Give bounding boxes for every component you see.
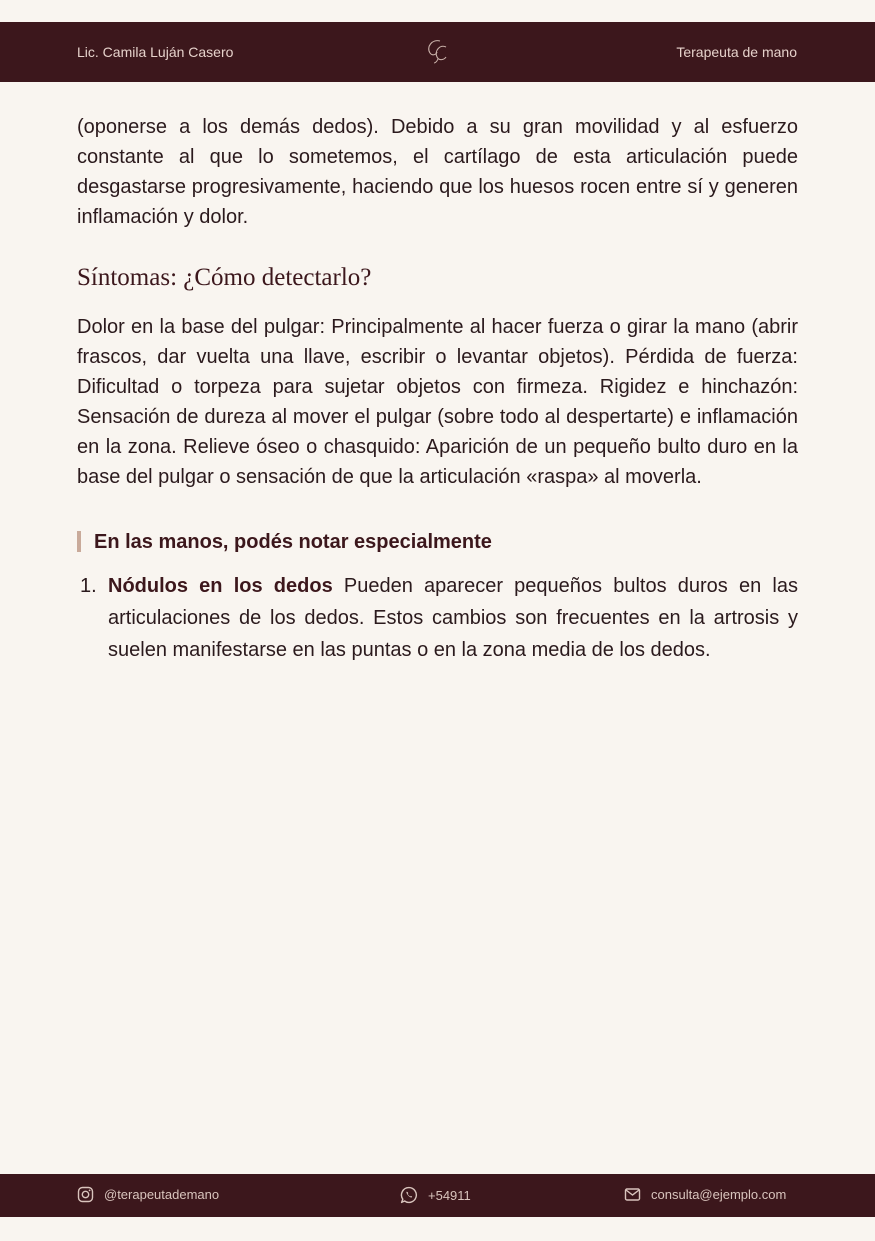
whatsapp-number: +54911 — [428, 1187, 471, 1203]
instagram-icon — [77, 1186, 94, 1203]
list-item-text: Pueden aparecer pequeños bultos duros en las articulaciones de los dedos. Estos cambios son frecuentes en la artrosis y suelen manifestarse en las puntas o en la zona media de los dedos. — [108, 575, 799, 661]
symptoms-paragraph: Dolor en la base del pulgar: Principalmente al hacer fuerza o girar la mano (abrir frascos, dar vuelta una llave, escribir o levantar objetos). Pérdida de fuerza: Dificultad o torpeza para sujetar objetos con firmeza. Rigidez e hinchazón: Sensación de dureza al mover el pulgar (sobre todo al despertarte) e inflamación en la zona. Relieve óseo o chasquido: Aparición de un pequeño bulto duro en la base del pulgar o sensación de que la articulación «raspa» al moverla. — [77, 316, 798, 488]
page-content — [77, 112, 798, 666]
page-header — [0, 22, 875, 82]
footer-whatsapp[interactable] — [400, 1186, 471, 1204]
page-footer — [0, 1174, 875, 1217]
instagram-handle: @terapeutademano — [104, 1187, 220, 1202]
footer-instagram[interactable] — [77, 1186, 219, 1203]
email-address: consulta@ejemplo.com — [651, 1187, 787, 1202]
monogram-cc-icon — [420, 33, 456, 69]
whatsapp-icon — [400, 1186, 418, 1204]
intro-paragraph: (oponerse a los demás dedos). Debido a su gran movilidad y al esfuerzo constante al que lo sometemos, el cartílago de esta articulación puede desgastarse progresivamente, haciendo que los huesos rocen entre sí y generen inflamación y dolor. — [77, 116, 798, 228]
list-item-title: Nódulos en los dedos — [108, 575, 333, 597]
hands-list — [77, 570, 798, 666]
accent-bar — [77, 531, 81, 552]
hands-subheading-text: En las manos, podés notar especialmente — [94, 531, 492, 553]
list-item — [77, 570, 798, 666]
list-item-number: 1. — [80, 575, 97, 597]
symptoms-heading: Síntomas: ¿Cómo detectarlo? — [77, 264, 372, 291]
author-role: Terapeuta de mano — [676, 44, 797, 60]
mail-icon — [624, 1186, 641, 1203]
hands-subheading — [77, 528, 798, 556]
footer-email[interactable] — [624, 1186, 786, 1203]
author-name: Lic. Camila Luján Casero — [77, 44, 234, 60]
